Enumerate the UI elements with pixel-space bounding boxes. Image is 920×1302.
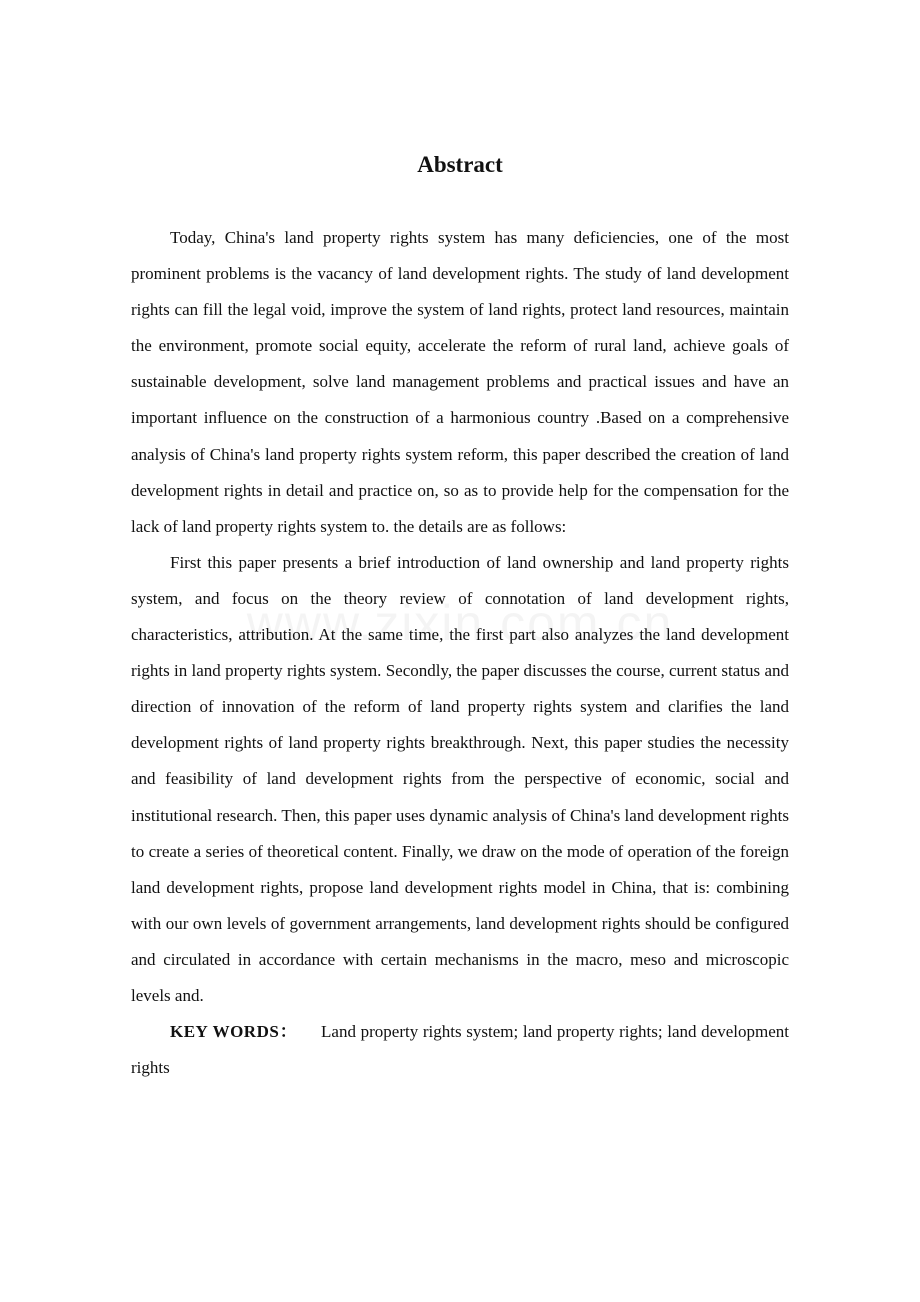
abstract-title: Abstract [417, 152, 503, 177]
abstract-paragraph-1: Today, China's land property rights system has many deficiencies, one of the most prominent problems is the vacancy of land development rights. The study of land development rights can fill the legal void, improve the system of land rights, protect land resources, maintain the environment, promote social equity, accelerate the reform of rural land, achieve goals of sustainable development, solve land management problems and practical issues and have an important influence on the construction of a harmonious country .Based on a comprehensive analysis of China's land property rights system reform, this paper described the creation of land development rights in detail and practice on, so as to provide help for the compensation for the lack of land property rights system to. the details are as follows: [131, 228, 789, 536]
abstract-paragraph-2: First this paper presents a brief introduction of land ownership and land property rights system, and focus on the theory review of connotation of land development rights, characteristics, attribution. At the same time, the first part also analyzes the land development rights in land property rights system. Secondly, the paper discusses the course, current status and direction of innovation of the reform of land property rights system and clarifies the land development rights of land property rights breakthrough. Next, this paper studies the necessity and feasibility of land development rights from the perspective of economic, social and institutional research. Then, this paper uses dynamic analysis of China's land development rights to create a series of theoretical content. Finally, we draw on the mode of operation of the foreign land development rights, propose land development rights model in China, that is: combining with our own levels of government arrangements, land development rights should be configured and circulated in accordance with certain mechanisms in the macro, meso and microscopic levels and. [131, 552, 789, 1005]
keywords-line [131, 1014, 789, 1086]
abstract-body [131, 220, 789, 1086]
keywords-text: Land property rights system; land property rights; land development rights [131, 1022, 789, 1078]
keywords-label: KEY WORDS： [170, 1022, 298, 1042]
